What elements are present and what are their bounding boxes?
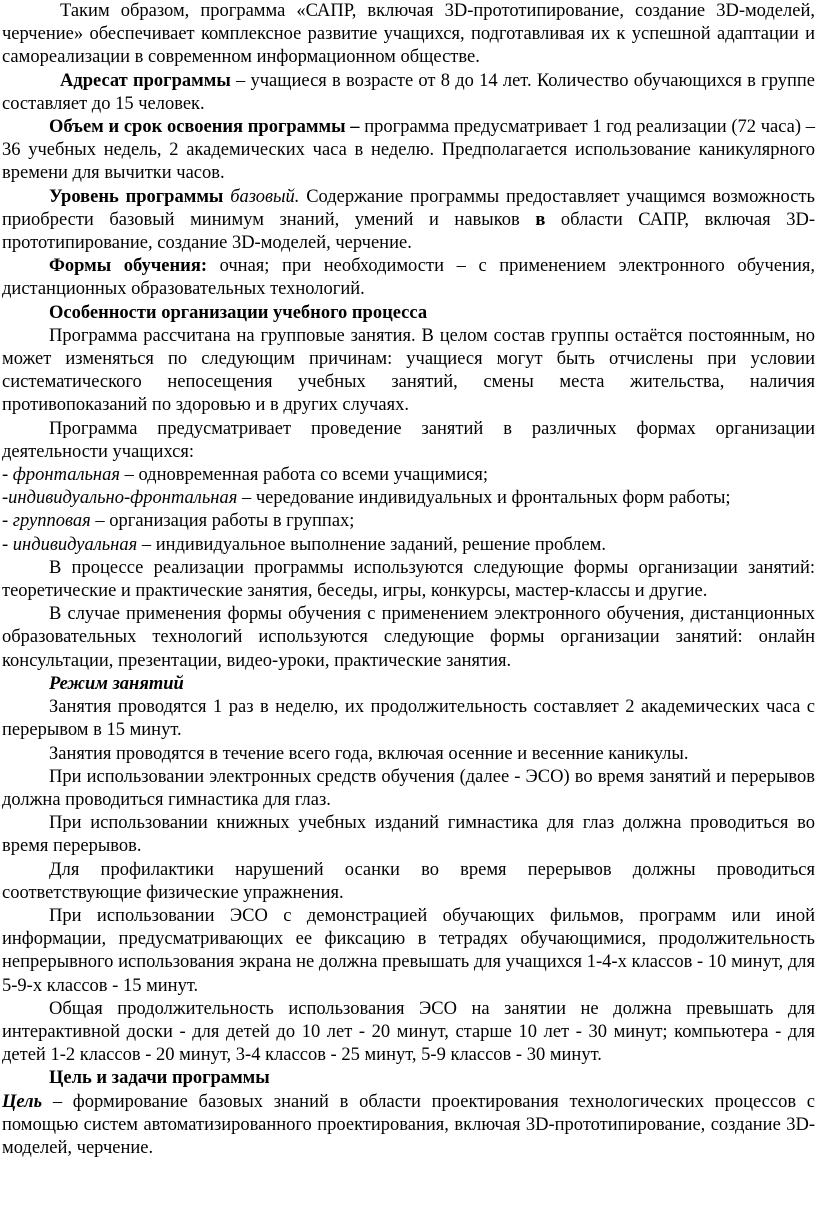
list-term: индивидуально-фронтальная: [8, 488, 238, 509]
level-paragraph: [2, 186, 815, 256]
schedule-paragraph: При использовании книжных учебных изданий гимнастика для глаз должна проводиться во время перерывов.: [2, 813, 815, 857]
forms-text: очная; при необходимости – с применением электронного обучения, дистанционных образовательных технологий.: [2, 256, 815, 300]
level-text-before: Содержание программы предоставляет учащимся возможность приобрести базовый минимум знаний, умений и навыков: [2, 186, 815, 230]
organization-paragraph-3: В процессе реализации программы используются следующие формы организации занятий: теоретические и практические занятия, беседы, игры, конкурсы, мастер-классы и другие.: [2, 557, 815, 602]
organization-paragraph-1: Программа рассчитана на групповые занятия. В целом состав группы остаётся постоянным, но может изменяться по следующим причинам: учащиеся могут быть отчислены при условии систематического непосещения учебных занятий, смены места жительства, наличия противопоказаний по здоровью и в других случаях.: [2, 325, 815, 416]
volume-paragraph: [2, 116, 815, 186]
list-term: групповая: [12, 511, 91, 532]
level-value: базовый.: [230, 186, 300, 207]
level-text-after: области САПР, включая 3D-прототипирование, создание 3D-моделей, черчение.: [2, 209, 815, 254]
goal-text: – формирование базовых знаний в области проектирования технологических процессов с помощью систем автоматизированного проектирования, включая 3D-прототипирование, создание 3D-моделей, черчение.: [2, 1091, 815, 1158]
goal-label: Цель: [2, 1091, 43, 1112]
schedule-paragraph: Общая продолжительность использования ЭСО на занятии не должна превышать для интерактивной доски - для детей до 10 лет - 20 минут, старше 10 лет - 30 минут; компьютера - для детей 1-2 классов - 20 минут, 3-4 классов - 25 минут, 5-9 классов - 30 минут.: [2, 998, 815, 1066]
addressee-label: Адресат программы: [60, 70, 231, 91]
goal-paragraph: [2, 1091, 815, 1161]
list-term: фронтальная: [12, 465, 120, 486]
intro-paragraph: Таким образом, программа «САПР, включая 3D-прототипирование, создание 3D-моделей, черчение» обеспечивает комплексное развитие учащихся, подготавливая их к успешной адаптации и самореализации в современном информационном обществе.: [2, 1, 815, 68]
schedule-heading: Режим занятий: [49, 673, 184, 694]
schedule-paragraph: Занятия проводятся в течение всего года, включая осенние и весенние каникулы.: [49, 743, 689, 764]
addressee-text: – учащиеся в возрасте от 8 до 14 лет. Количество обучающихся в группе составляет до 15 человек.: [2, 70, 815, 114]
addressee-paragraph: [2, 70, 815, 116]
volume-label: Объем и срок освоения программы –: [49, 117, 365, 138]
list-item-individual: - индивидуальная – индивидуальное выполнение заданий, решение проблем.: [2, 534, 606, 555]
forms-paragraph: [2, 255, 815, 301]
schedule-paragraph: Для профилактики нарушений осанки во время перерывов должны проводиться соответствующие физические упражнения.: [2, 859, 815, 903]
goals-heading: Цель и задачи программы: [49, 1068, 270, 1089]
list-item-group: - групповая – организация работы в группах;: [2, 511, 355, 532]
forms-label: Формы обучения:: [49, 256, 207, 277]
list-item-frontal: - фронтальная – одновременная работа со всеми учащимися;: [2, 465, 489, 486]
list-term: индивидуальная: [12, 534, 138, 555]
level-bold-word: в: [535, 209, 546, 230]
level-label: Уровень программы: [49, 186, 224, 207]
volume-text: программа предусматривает 1 год реализации (72 часа) – 36 учебных недель, 2 академических часа в неделю. Предполагается использование каникулярного времени для вычитки часов.: [2, 117, 815, 184]
organization-paragraph-4: В случае применения формы обучения с применением электронного обучения, дистанционных образовательных технологий используются следующие формы организации занятий: онлайн консультации, презентации, видео-уроки, практические занятия.: [2, 604, 815, 671]
schedule-paragraph: Занятия проводятся 1 раз в неделю, их продолжительность составляет 2 академических часа с перерывом в 15 минут.: [2, 697, 815, 741]
list-item-individual-frontal: -индивидуально-фронтальная – чередование индивидуальных и фронтальных форм работы;: [2, 488, 731, 509]
organization-paragraph-2: Программа предусматривает проведение занятий в различных формах организации деятельности учащихся:: [2, 418, 815, 462]
organization-heading: Особенности организации учебного процесса: [49, 302, 428, 323]
schedule-paragraph: При использовании ЭСО с демонстрацией обучающих фильмов, программ или иной информации, предусматривающих ее фиксацию в тетрадях обучающимися, продолжительность непрерывного использования экрана не должна превышать для учащихся 1-4-х классов - 10 минут, для 5-9-х классов - 15 минут.: [2, 905, 815, 996]
schedule-paragraph: При использовании электронных средств обучения (далее - ЭСО) во время занятий и перерывов должна проводиться гимнастика для глаз.: [2, 766, 815, 810]
